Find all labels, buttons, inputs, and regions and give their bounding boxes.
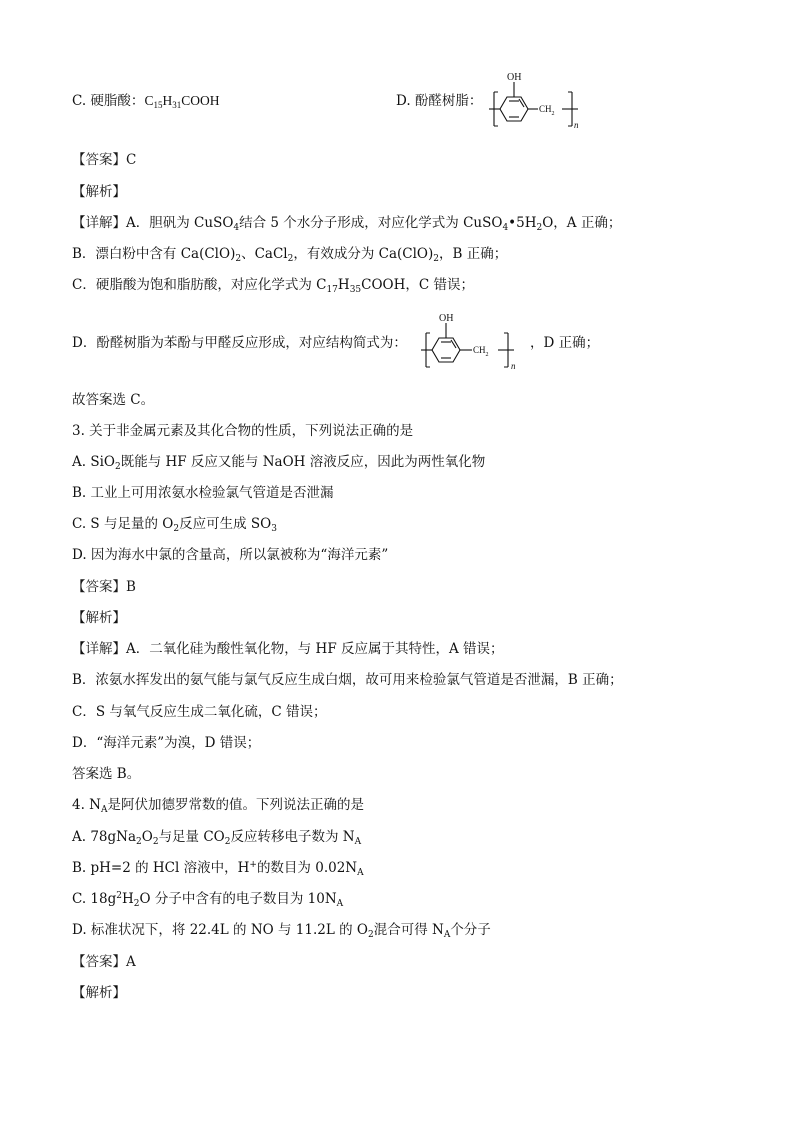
q2-answer: 【答案】C — [72, 152, 137, 168]
q2-detail-c: C．硬脂酸为饱和脂肪酸，对应化学式为 $C_{17}H_{35}COOH$，C 错误； — [72, 277, 474, 295]
q2-option-d-label: D. 酚醛树脂： — [396, 93, 483, 109]
q3-option-d: D. 因为海水中氯的含量高，所以氯被称为“海洋元素” — [72, 547, 389, 563]
q3-detail-c: C．S 与氧气反应生成二氧化硫，C 错误； — [72, 704, 327, 720]
q3-conclusion: 答案选 B。 — [72, 766, 141, 782]
svg-text:OH: OH — [507, 72, 522, 83]
q4-option-b: B. pH=2 的 HCl 溶液中，H+的数目为 $0.02N_A$ — [72, 860, 364, 878]
q2-detail-d-end: ，D 正确； — [530, 335, 600, 351]
svg-text:n: n — [511, 361, 516, 371]
q4-analysis-label: 【解析】 — [72, 985, 126, 1001]
svg-text:OH: OH — [439, 313, 454, 324]
q2-option-d — [396, 92, 482, 110]
q4-stem: 4. $N_A$是阿伏加德罗常数的值。下列说法正确的是 — [72, 797, 364, 815]
q2-option-c-formula: $C_{15}H_{31}COOH$ — [144, 93, 220, 110]
q3-answer: 【答案】B — [72, 579, 136, 595]
q3-option-b: B. 工业上可用浓氨水检验氯气管道是否泄漏 — [72, 485, 334, 501]
q2-detail-a: 【详解】A．胆矾为 CuSO$_4$结合 5 个水分子形成，对应化学式为 $CuSO_4•5H_2O$，A 正确； — [72, 215, 622, 233]
phenol-resin-structure-inline — [420, 307, 526, 373]
q3-stem: 3. 关于非金属元素及其化合物的性质，下列说法正确的是 — [72, 423, 414, 439]
q2-conclusion: 故答案选 C。 — [72, 392, 155, 408]
q4-option-c: C. $18g^2H_2O$ 分子中含有的电子数目为 $10N_A$ — [72, 891, 344, 909]
q3-detail-d: D．“海洋元素”为溴，D 错误； — [72, 735, 261, 751]
q2-analysis-label: 【解析】 — [72, 184, 126, 200]
svg-text:CH2: $CH_2$ — [473, 345, 489, 358]
q2-detail-d: D．酚醛树脂为苯酚与甲醛反应形成，对应结构简式为： — [72, 335, 407, 351]
q3-option-a: A. SiO$_2$既能与 HF 反应又能与 NaOH 溶液反应，因此为两性氧化物 — [72, 454, 486, 472]
q2-detail-b: B．漂白粉中含有 $Ca(ClO)_2$、CaCl$_2$，有效成分为 $Ca(ClO)_2$，B 正确； — [72, 246, 508, 264]
q3-detail-a: 【详解】A．二氧化硅为酸性氧化物，与 HF 反应属于其特性，A 错误； — [72, 641, 504, 657]
q4-option-a: A. $78gNa_2O_2$与足量 $CO_2$反应转移电子数为 $N_A$ — [72, 829, 362, 847]
svg-text:n: n — [574, 120, 579, 130]
q4-option-d: D. 标准状况下，将 22.4L 的 NO 与 11.2L 的 $O_2$混合可得 $N_A$个分子 — [72, 922, 491, 940]
q2-option-c-label: C. 硬脂酸： — [72, 93, 145, 109]
phenol-resin-structure-top — [488, 66, 588, 132]
q2-option-c — [72, 92, 219, 110]
svg-text:CH2: $CH_2$ — [539, 104, 555, 117]
q3-detail-b: B．浓氨水挥发出的氨气能与氯气反应生成白烟，故可用来检验氯气管道是否泄漏，B 正确； — [72, 672, 623, 688]
q3-option-c: C. S 与足量的 $O_2$反应可生成 $SO_3$ — [72, 516, 277, 534]
q3-analysis-label: 【解析】 — [72, 610, 126, 626]
q4-answer: 【答案】A — [72, 954, 136, 970]
